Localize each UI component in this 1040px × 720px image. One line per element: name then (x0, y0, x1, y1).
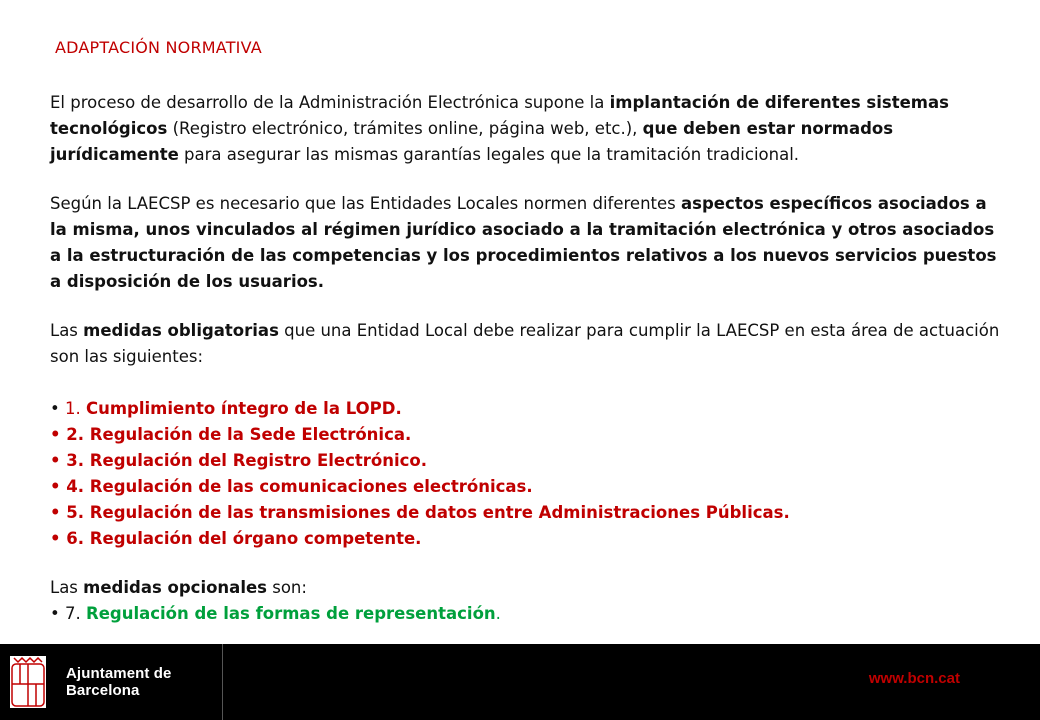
bullet: • (50, 477, 67, 496)
website-link[interactable]: www.bcn.cat (868, 670, 960, 687)
item-number: 1. (64, 399, 86, 418)
optional-intro-text-2: son: (267, 578, 307, 597)
item-number: 2. (66, 425, 90, 444)
item-text: Regulación de las formas de representación (85, 604, 496, 623)
bullet: • (50, 399, 65, 418)
bullet: • (50, 451, 67, 470)
bullet: • (50, 529, 67, 548)
intro-text-1: El proceso de desarrollo de la Administración Electrónica supone la (50, 93, 610, 112)
item-text: Regulación de las comunicaciones electrónicas. (89, 477, 533, 496)
item-number: 7. (64, 604, 86, 623)
item-text: Cumplimiento íntegro de la LOPD. (85, 399, 402, 418)
mandatory-measures-list (50, 396, 790, 552)
list-item (50, 474, 790, 500)
optional-measures-list (50, 601, 501, 627)
list-item (50, 448, 790, 474)
intro-paragraph (50, 90, 1000, 168)
laecsp-bold-1: aspectos específicos asociados a la misma, unos vinculados al régimen jurídico asociado a la tramitación electrónica y otros asociados a la estructuración de las competencias y los procedimientos relativos a los nuevos servicios puestos a disposición de los usuarios. (50, 194, 997, 291)
item-text: Regulación de la Sede Electrónica. (89, 425, 412, 444)
item-number: 6. (66, 529, 90, 548)
mandatory-intro-text-1: Las (50, 321, 84, 340)
barcelona-logo[interactable] (0, 644, 223, 720)
list-item (50, 526, 790, 552)
bullet: • (50, 604, 65, 623)
mandatory-intro-text-2: que una Entidad Local debe realizar para cumplir la LAECSP en esta área de actuación son las siguientes: (50, 321, 1000, 366)
intro-text-3: para asegurar las mismas garantías legales que la tramitación tradicional. (178, 145, 800, 164)
logo-text: Ajuntament de Barcelona (66, 665, 172, 699)
intro-bold-1: implantación de diferentes sistemas tecnológicos (50, 93, 949, 138)
optional-intro-paragraph (50, 575, 1000, 601)
intro-text-2: (Registro electrónico, trámites online, página web, etc.), (167, 119, 643, 138)
list-item (50, 422, 790, 448)
item-text: Regulación de las transmisiones de datos entre Administraciones Públicas. (89, 503, 790, 522)
item-end: . (495, 604, 501, 623)
bullet: • (50, 425, 67, 444)
item-number: 5. (66, 503, 90, 522)
laecsp-paragraph (50, 191, 1000, 295)
optional-intro-bold: medidas opcionales (83, 578, 267, 597)
list-item (50, 396, 790, 422)
laecsp-text-1: Según la LAECSP es necesario que las Entidades Locales normen diferentes (50, 194, 682, 213)
slide-title: ADAPTACIÓN NORMATIVA (55, 38, 262, 57)
city-crest-icon (8, 654, 48, 710)
footer-bar (0, 644, 1040, 720)
list-item (50, 601, 501, 627)
item-text: Regulación del Registro Electrónico. (89, 451, 428, 470)
optional-intro-text-1: Las (50, 578, 84, 597)
bullet: • (50, 503, 67, 522)
mandatory-intro-bold: medidas obligatorias (83, 321, 279, 340)
list-item (50, 500, 790, 526)
item-number: 4. (66, 477, 90, 496)
item-text: Regulación del órgano competente. (89, 529, 422, 548)
mandatory-intro-paragraph (50, 318, 1000, 370)
intro-bold-2: que deben estar normados jurídicamente (50, 119, 894, 164)
item-number: 3. (66, 451, 90, 470)
